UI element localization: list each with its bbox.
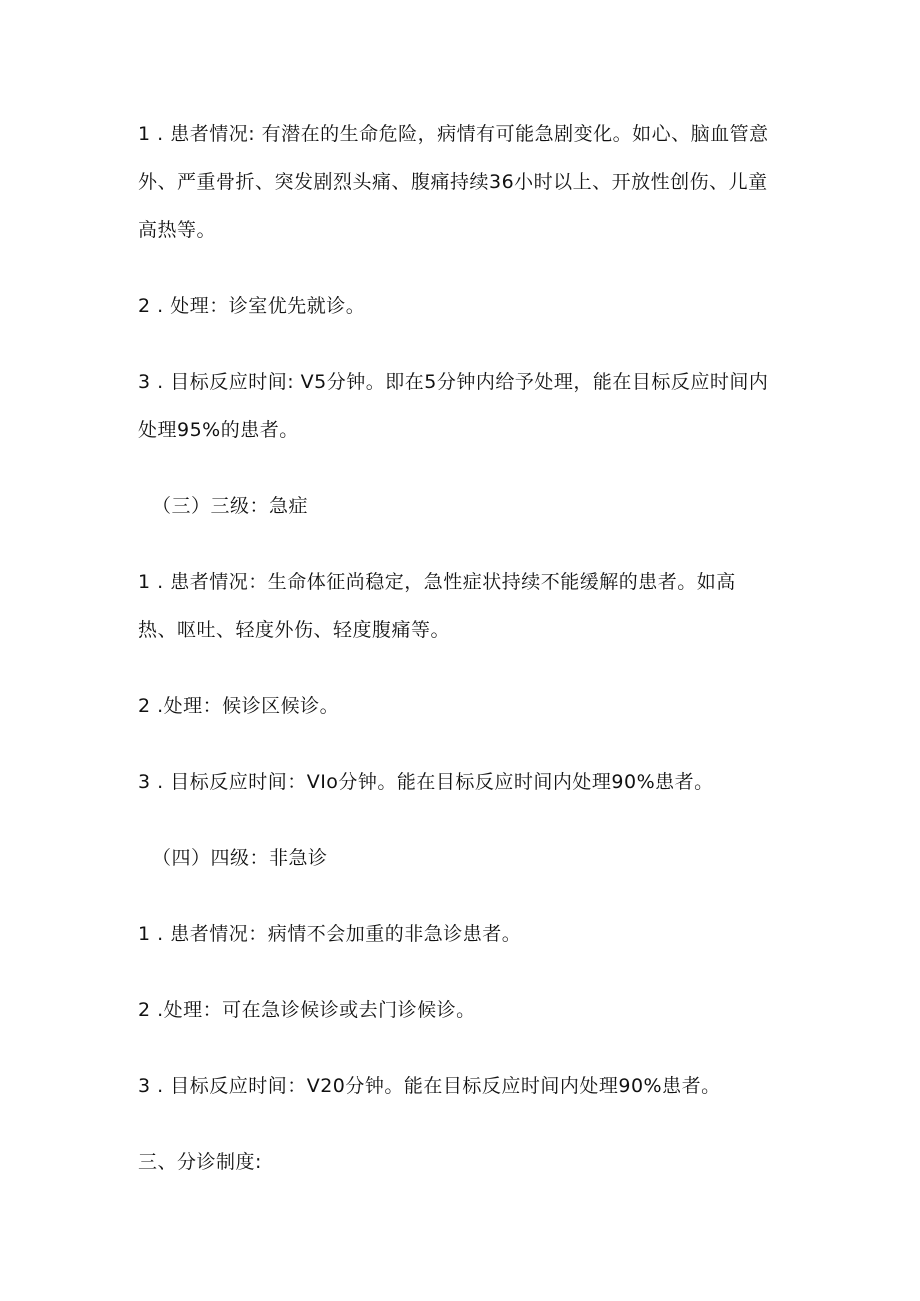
level4-handling: 2 .处理：可在急诊候诊或去门诊候诊。: [138, 999, 476, 1021]
level3-heading: （三）三级：急症: [152, 495, 309, 517]
section-three-heading: 三、分诊制度:: [138, 1151, 262, 1173]
level3-patient-condition-line-2: 热、呕吐、轻度外伤、轻度腹痛等。: [138, 619, 451, 641]
level2-target-time-line-2: 处理95%的患者。: [138, 419, 299, 441]
level3-patient-condition-line-1: 1 . 患者情况：生命体征尚稳定，急性症状持续不能缓解的患者。如高: [138, 571, 736, 593]
level4-target-time: 3 . 目标反应时间：V20分钟。能在目标反应时间内处理90%患者。: [138, 1075, 721, 1097]
level2-patient-condition-line-3: 高热等。: [138, 219, 217, 241]
level4-patient-condition: 1 . 患者情况：病情不会加重的非急诊患者。: [138, 923, 522, 945]
level4-heading: （四）四级：非急诊: [152, 847, 328, 869]
level3-target-time: 3 . 目标反应时间：VIo分钟。能在目标反应时间内处理90%患者。: [138, 771, 714, 793]
level2-patient-condition-line-1: 1 . 患者情况: 有潜在的生命危险，病情有可能急剧变化。如心、脑血管意: [138, 123, 769, 145]
level2-patient-condition-line-2: 外、严重骨折、突发剧烈头痛、腹痛持续36小时以上、开放性创伤、儿童: [138, 171, 768, 193]
level2-handling: 2 . 处理：诊室优先就诊。: [138, 295, 366, 317]
level3-handling: 2 .处理：候诊区候诊。: [138, 695, 340, 717]
level2-target-time-line-1: 3 . 目标反应时间: V5分钟。即在5分钟内给予处理，能在目标反应时间内: [138, 371, 769, 393]
